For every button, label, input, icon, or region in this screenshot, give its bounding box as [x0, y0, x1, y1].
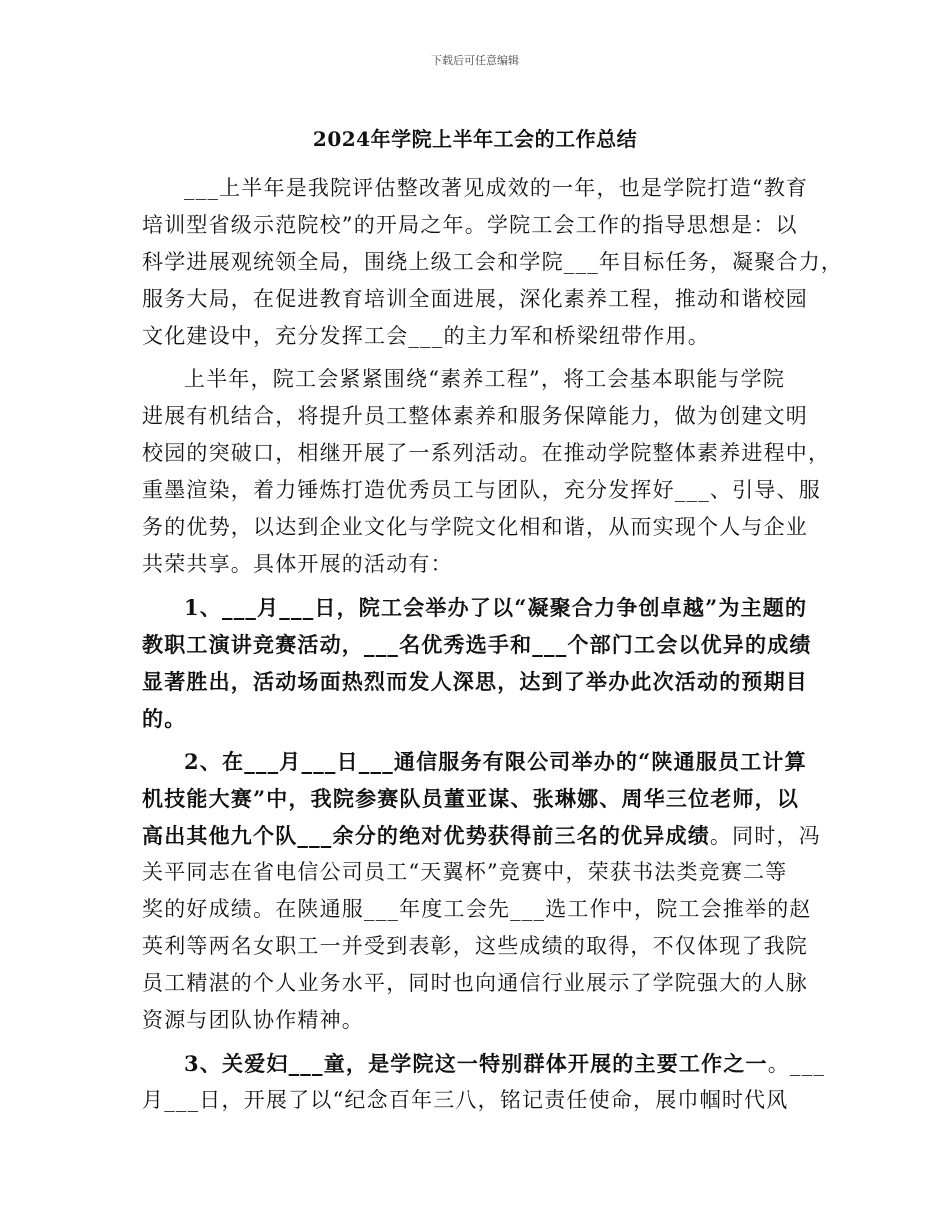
text-segment: 服务大局，在促进教育培训全面进展，深化素养工程，推动和谐校园 — [142, 287, 808, 311]
text-line — [142, 928, 810, 965]
text-line — [142, 207, 810, 244]
text-segment: 校园的突破口，相继开展了一系列活动。在推动学院整体素养进程中， — [142, 441, 831, 465]
text-segment: 务的优势，以达到企业文化与学院文化相和谐，从而实现个人与企业 — [142, 515, 808, 539]
text-line — [142, 435, 831, 472]
text-line — [142, 281, 810, 318]
text-segment: 资源与团队协作精神。 — [142, 1008, 364, 1032]
text-segment: 进展有机结合，将提升员工整体素养和服务保障能力，做为创建文明 — [142, 404, 808, 428]
text-segment: 文化建设中，充分发挥工会___的主力军和桥梁纽带作用。 — [142, 324, 710, 348]
text-line — [142, 318, 810, 355]
text-line — [142, 361, 810, 398]
text-segment: 奖的好成绩。在陕通服___年度工会先___选工作中，院工会推举的赵 — [142, 897, 812, 921]
text-line — [142, 817, 821, 854]
text-segment: 科学进展观统领全局，围绕上级工会和学院___年目标任务，凝聚合力， — [142, 250, 844, 274]
text-line — [142, 663, 810, 700]
text-segment: ___上半年是我院评估整改著见成效的一年，也是学院打造“教育 — [184, 176, 809, 200]
text-segment: 上半年，院工会紧紧围绕“素养工程”，将工会基本职能与学院 — [184, 367, 786, 391]
text-line — [142, 780, 810, 817]
text-segment: 高出其他九个队___余分的绝对优势获得前三名的优异成绩 — [142, 823, 710, 848]
text-segment: 教职工演讲竞赛活动，___名优秀选手和___个部门工会以优异的成绩 — [142, 632, 812, 657]
document-title: 2024年学院上半年工会的工作总结 — [312, 127, 638, 151]
text-segment: 的。 — [142, 706, 187, 731]
document-body — [142, 170, 844, 1125]
text-line — [142, 626, 810, 663]
text-line — [142, 1045, 826, 1082]
text-line — [142, 170, 810, 207]
paragraph — [142, 589, 810, 737]
text-segment: 共荣共享。具体开展的活动有： — [142, 552, 453, 576]
text-segment: 2、在___月___日___通信服务有限公司举办的“陕通服员工计算 — [184, 749, 807, 774]
paragraph — [142, 170, 844, 355]
text-segment: 培训型省级示范院校”的开局之年。学院工会工作的指导思想是：以 — [142, 213, 798, 237]
text-segment: 月___日，开展了以“纪念百年三八，铭记责任使命，展巾帼时代风 — [142, 1088, 789, 1112]
text-segment: 机技能大赛”中，我院参赛队员董亚谋、张琳娜、周华三位老师，以 — [142, 786, 800, 811]
text-segment: 。___ — [767, 1052, 826, 1076]
text-line — [142, 1082, 810, 1119]
text-line — [142, 472, 821, 509]
text-segment: 关平同志在省电信公司员工“天翼杯”竞赛中，荣获书法类竞赛二等 — [142, 860, 788, 884]
text-line — [142, 509, 810, 546]
paragraph — [142, 1045, 826, 1119]
text-line — [142, 398, 810, 435]
paragraph — [142, 361, 831, 583]
text-line — [142, 891, 810, 928]
text-segment: 重墨渲染，着力锤炼打造优秀员工与团队，充分发挥好___、引导、服 — [142, 478, 821, 502]
text-line — [142, 854, 810, 891]
text-segment: 英利等两名女职工一并受到表彰，这些成绩的取得，不仅体现了我院 — [142, 934, 808, 958]
text-line — [142, 965, 810, 1002]
text-segment: 1、___月___日，院工会举办了以“凝聚合力争创卓越”为主题的 — [184, 595, 808, 620]
text-segment: 员工精湛的个人业务水平，同时也向通信行业展示了学院强大的人脉 — [142, 971, 808, 995]
text-segment: 3、关爱妇___童，是学院这一特别群体开展的主要工作之一 — [184, 1051, 768, 1076]
text-line — [142, 546, 810, 583]
text-line — [142, 700, 810, 737]
header-note: 下载后可任意编辑 — [431, 54, 519, 67]
text-line — [142, 244, 844, 281]
text-segment: 显著胜出，活动场面热烈而发人深思，达到了举办此次活动的预期目 — [142, 669, 808, 694]
paragraph — [142, 743, 821, 1039]
text-line — [142, 743, 810, 780]
text-segment: 。同时，冯 — [709, 824, 821, 848]
text-line — [142, 589, 810, 626]
text-line — [142, 1002, 810, 1039]
